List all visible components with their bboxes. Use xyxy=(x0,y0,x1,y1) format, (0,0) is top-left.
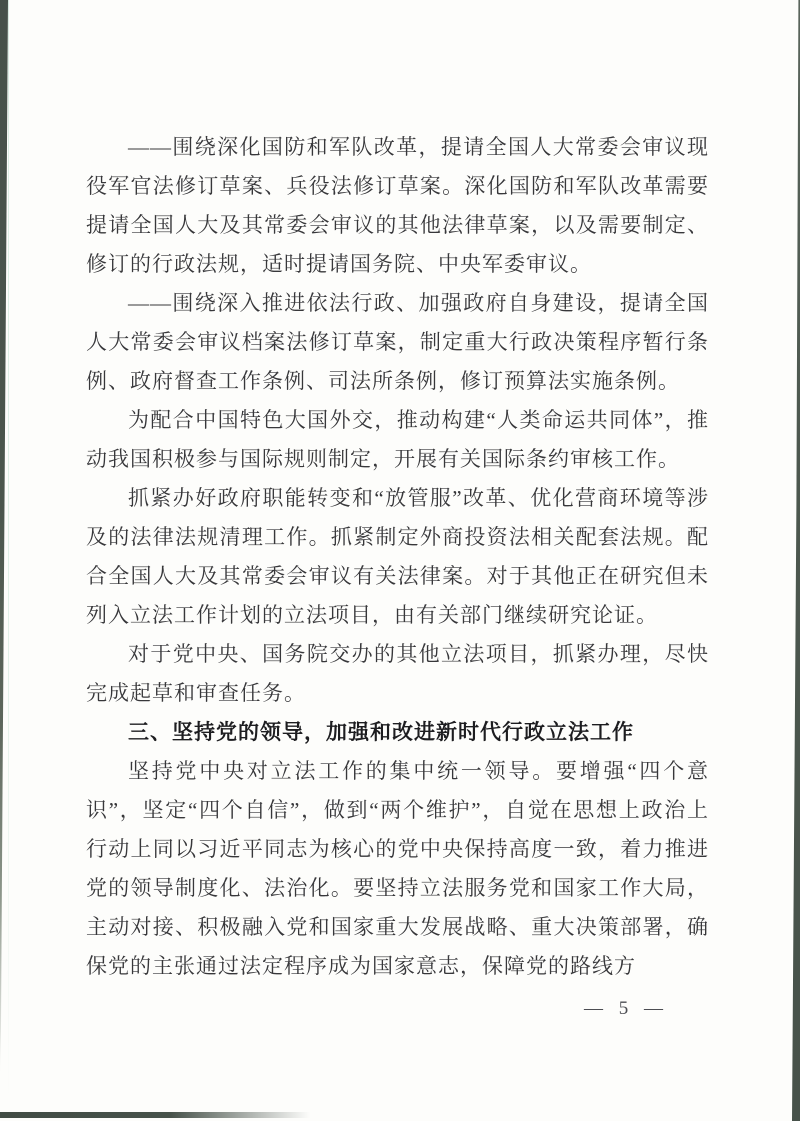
scan-edge-left xyxy=(0,0,8,1121)
paragraph-diplomacy: 为配合中国特色大国外交，推动构建“人类命运共同体”，推动我国积极参与国际规则制定，开展有关国际条约审核工作。 xyxy=(86,408,709,471)
section-heading-three: 三、坚持党的领导，加强和改进新时代行政立法工作 xyxy=(128,721,634,744)
scan-edge-right xyxy=(792,0,800,1121)
scan-edge-left-highlight xyxy=(8,0,9,1099)
paragraph-defense-reform: ——围绕深化国防和军队改革，提请全国人大常委会审议现役军官法修订草案、兵役法修订草案。深化国防和军队改革需要提请全国人大及其常委会审议的其他法律草案，以及需要制定、修订的行政法规，适时提请国务院、中央军委审议。 xyxy=(86,135,709,276)
document-body xyxy=(86,128,709,986)
page-number: — 5 — xyxy=(584,998,664,1019)
paragraph-law-based-administration: ——围绕深入推进依法行政、加强政府自身建设，提请全国人大常委会审议档案法修订草案，制定重大行政决策程序暂行条例、政府督查工作条例、司法所条例，修订预算法实施条例。 xyxy=(86,291,709,393)
scan-edge-bottom xyxy=(0,1112,310,1118)
paragraph-business-environment: 抓紧办好政府职能转变和“放管服”改革、优化营商环境等涉及的法律法规清理工作。抓紧制定外商投资法相关配套法规。配合全国人大及其常委会审议有关法律案。对于其他正在研究但未列入立法工作计划的立法项目，由有关部门继续研究论证。 xyxy=(86,486,709,627)
paragraph-other-projects: 对于党中央、国务院交办的其他立法项目，抓紧办理，尽快完成起草和审查任务。 xyxy=(86,642,709,705)
paragraph-party-leadership: 坚持党中央对立法工作的集中统一领导。要增强“四个意识”，坚定“四个自信”，做到“两个维护”，自觉在思想上政治上行动上同以习近平同志为核心的党中央保持高度一致，着力推进党的领导制度化、法治化。要坚持立法服务党和国家工作大局，主动对接、积极融入党和国家重大发展战略、重大决策部署，确保党的主张通过法定程序成为国家意志，保障党的路线方 xyxy=(86,759,709,978)
